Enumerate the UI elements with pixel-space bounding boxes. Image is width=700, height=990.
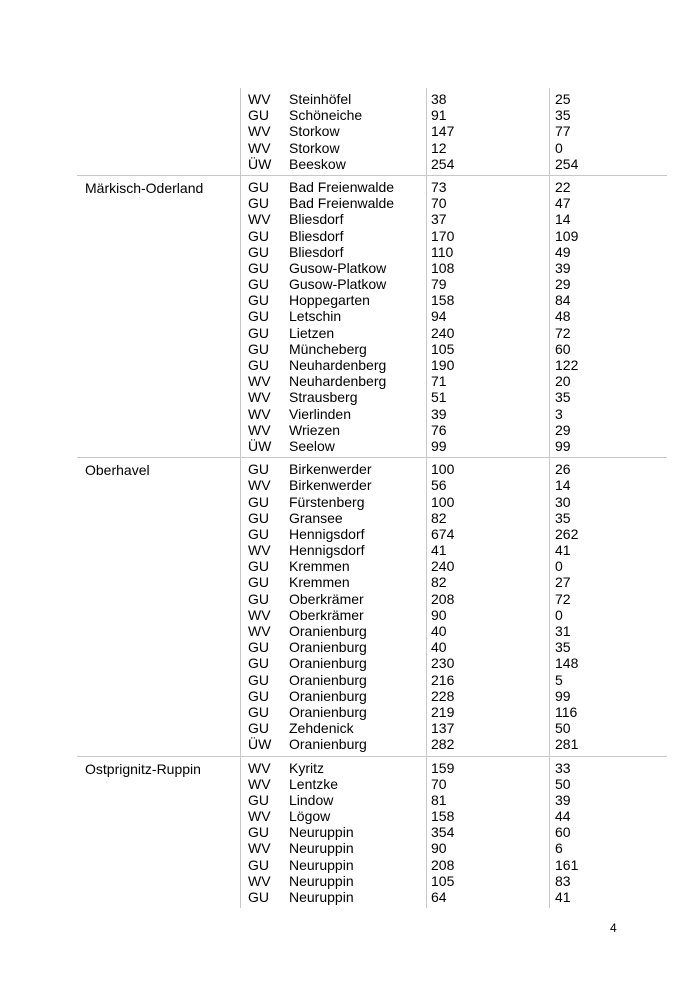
value-2: 14 <box>555 211 571 228</box>
value-1: 81 <box>431 791 447 808</box>
value-2: 48 <box>555 308 571 325</box>
value-1: 40 <box>431 639 447 656</box>
value-2: 148 <box>555 655 579 672</box>
table-row <box>77 179 667 195</box>
facility-type: WV <box>248 808 271 825</box>
table-row <box>77 140 667 156</box>
facility-type: GU <box>248 357 269 373</box>
table-row <box>77 244 667 260</box>
value-2: 116 <box>555 703 578 720</box>
value-2: 262 <box>555 525 579 542</box>
table-row <box>77 574 667 590</box>
place-name: Oranienburg <box>289 623 367 639</box>
value-1: 230 <box>431 655 455 672</box>
place-name: Bliesdorf <box>289 227 344 244</box>
facility-type: GU <box>248 856 269 873</box>
facility-type: WV <box>248 477 271 494</box>
facility-type: ÜW <box>248 155 272 172</box>
place-name: Kremmen <box>289 558 350 575</box>
table-row <box>77 672 667 688</box>
facility-type: WV <box>248 421 271 438</box>
table-row <box>77 228 667 244</box>
value-2: 20 <box>555 373 571 390</box>
place-name: Bliesdorf <box>289 211 344 228</box>
facility-type: GU <box>248 558 269 575</box>
value-1: 73 <box>431 178 447 195</box>
value-2: 50 <box>555 775 571 792</box>
value-2: 39 <box>555 259 571 276</box>
value-2: 29 <box>555 421 571 438</box>
district-name: Oberhavel <box>85 462 150 479</box>
place-name: Kremmen <box>289 574 350 591</box>
table-row <box>77 107 667 123</box>
value-1: 159 <box>431 759 455 776</box>
value-2: 60 <box>555 340 571 357</box>
value-2: 161 <box>555 856 579 873</box>
value-2: 0 <box>555 139 563 156</box>
facility-type: GU <box>248 671 269 688</box>
value-2: 0 <box>555 606 563 623</box>
table-row <box>77 292 667 308</box>
facility-type: GU <box>248 493 269 510</box>
table-row <box>77 808 667 824</box>
value-2: 14 <box>555 477 571 494</box>
value-2: 41 <box>555 542 571 559</box>
facility-type: GU <box>248 639 269 656</box>
place-name: Neuruppin <box>289 840 354 857</box>
table-row <box>77 526 667 542</box>
page-number: 4 <box>610 921 617 935</box>
value-1: 208 <box>431 590 455 607</box>
place-name: Beeskow <box>289 155 346 172</box>
table-row <box>77 461 667 477</box>
facility-type: GU <box>248 574 269 591</box>
place-name: Neuruppin <box>289 824 354 841</box>
value-1: 90 <box>431 606 447 623</box>
place-name: Bliesdorf <box>289 243 344 260</box>
facility-type: WV <box>248 872 271 889</box>
value-1: 76 <box>431 421 447 438</box>
place-name: Hennigsdorf <box>289 525 365 542</box>
value-1: 94 <box>431 308 447 325</box>
place-name: Letschin <box>289 308 342 325</box>
value-1: 12 <box>431 139 447 156</box>
value-1: 170 <box>431 227 455 244</box>
table-row <box>77 389 667 405</box>
place-name: Oranienburg <box>289 639 367 656</box>
value-2: 0 <box>555 558 563 575</box>
value-2: 5 <box>555 671 563 688</box>
value-2: 3 <box>555 405 563 422</box>
value-2: 35 <box>555 639 571 656</box>
table-row <box>77 325 667 341</box>
place-name: Oranienburg <box>289 703 367 720</box>
place-name: Lindow <box>289 791 334 808</box>
table-row <box>77 720 667 736</box>
value-1: 41 <box>431 542 447 559</box>
value-2: 83 <box>555 872 571 889</box>
table-row <box>77 477 667 493</box>
table-row <box>77 792 667 808</box>
district-name: Ostprignitz-Ruppin <box>85 760 201 777</box>
value-2: 35 <box>555 509 571 526</box>
facility-type: GU <box>248 340 269 357</box>
value-1: 82 <box>431 509 447 526</box>
facility-type: GU <box>248 292 269 309</box>
value-2: 35 <box>555 107 571 124</box>
place-name: Oranienburg <box>289 655 367 672</box>
value-2: 50 <box>555 720 571 737</box>
value-2: 39 <box>555 791 571 808</box>
table-row <box>77 373 667 389</box>
table-row <box>77 422 667 438</box>
value-1: 40 <box>431 623 447 639</box>
place-name: Hennigsdorf <box>289 542 365 559</box>
place-name: Storkow <box>289 139 340 156</box>
place-name: Strausberg <box>289 389 358 406</box>
facility-type: GU <box>248 509 269 526</box>
table-row <box>77 623 667 639</box>
value-1: 91 <box>431 107 447 124</box>
value-2: 26 <box>555 461 571 478</box>
place-name: Zehdenick <box>289 720 354 737</box>
value-2: 25 <box>555 91 571 107</box>
place-name: Oranienburg <box>289 687 367 704</box>
value-1: 110 <box>431 243 454 260</box>
place-name: Lögow <box>289 808 331 825</box>
table-row <box>77 156 667 172</box>
value-2: 72 <box>555 590 571 607</box>
facility-type: GU <box>248 720 269 737</box>
value-2: 31 <box>555 623 571 639</box>
table-row <box>77 704 667 720</box>
facility-type: GU <box>248 824 269 841</box>
facility-type: GU <box>248 703 269 720</box>
table-row <box>77 760 667 776</box>
table-row <box>77 542 667 558</box>
table-row <box>77 438 667 454</box>
place-name: Gransee <box>289 509 343 526</box>
value-2: 99 <box>555 687 571 704</box>
facility-type: WV <box>248 91 271 107</box>
value-1: 158 <box>431 292 455 309</box>
value-1: 254 <box>431 155 455 172</box>
place-name: Neuruppin <box>289 856 354 873</box>
place-name: Bad Freienwalde <box>289 195 395 212</box>
value-1: 137 <box>431 720 455 737</box>
table-row <box>77 357 667 373</box>
table-row <box>77 494 667 510</box>
place-name: Vierlinden <box>289 405 352 422</box>
value-1: 99 <box>431 437 447 454</box>
table-row <box>77 406 667 422</box>
table-section <box>77 457 667 755</box>
place-name: Schöneiche <box>289 107 363 124</box>
value-2: 6 <box>555 840 563 857</box>
facility-type: ÜW <box>248 437 272 454</box>
facility-type: WV <box>248 623 271 639</box>
table-section <box>77 88 667 175</box>
value-1: 79 <box>431 276 447 293</box>
facility-type: WV <box>248 373 271 390</box>
place-name: Kyritz <box>289 759 324 776</box>
place-name: Bad Freienwalde <box>289 178 395 195</box>
value-1: 158 <box>431 808 455 825</box>
place-name: Seelow <box>289 437 335 454</box>
value-1: 228 <box>431 687 455 704</box>
table-row <box>77 91 667 107</box>
facility-type: GU <box>248 525 269 542</box>
facility-type: GU <box>248 259 269 276</box>
facility-type: GU <box>248 195 269 212</box>
value-2: 44 <box>555 808 571 825</box>
place-name: Steinhöfel <box>289 91 352 107</box>
table-row <box>77 688 667 704</box>
table-row <box>77 276 667 292</box>
table-row <box>77 211 667 227</box>
value-1: 38 <box>431 91 447 107</box>
value-1: 240 <box>431 558 455 575</box>
value-2: 99 <box>555 437 571 454</box>
table-row <box>77 123 667 139</box>
value-2: 49 <box>555 243 571 260</box>
facility-type: GU <box>248 590 269 607</box>
value-1: 219 <box>431 703 455 720</box>
value-1: 56 <box>431 477 447 494</box>
table-row <box>77 308 667 324</box>
value-1: 39 <box>431 405 447 422</box>
value-2: 29 <box>555 276 571 293</box>
value-1: 208 <box>431 856 455 873</box>
table-row <box>77 736 667 752</box>
place-name: Neuruppin <box>289 872 354 889</box>
value-2: 27 <box>555 574 571 591</box>
district-name: Märkisch-Oderland <box>85 179 204 196</box>
place-name: Birkenwerder <box>289 477 372 494</box>
place-name: Oranienburg <box>289 736 367 753</box>
facility-type: GU <box>248 889 269 905</box>
value-1: 354 <box>431 824 455 841</box>
table-row <box>77 889 667 905</box>
place-name: Müncheberg <box>289 340 367 357</box>
facility-type: GU <box>248 655 269 672</box>
facility-type: GU <box>248 178 269 195</box>
facility-type: WV <box>248 606 271 623</box>
place-name: Neuhardenberg <box>289 357 387 373</box>
value-2: 72 <box>555 324 571 341</box>
table-row <box>77 607 667 623</box>
value-1: 90 <box>431 840 447 857</box>
table-row <box>77 510 667 526</box>
value-2: 84 <box>555 292 571 309</box>
place-name: Oberkrämer <box>289 590 364 607</box>
value-1: 100 <box>431 461 455 478</box>
facility-type: ÜW <box>248 736 272 753</box>
value-2: 254 <box>555 155 579 172</box>
value-2: 30 <box>555 493 571 510</box>
value-2: 77 <box>555 123 571 140</box>
table-row <box>77 558 667 574</box>
facility-type: WV <box>248 775 271 792</box>
value-2: 60 <box>555 824 571 841</box>
value-2: 41 <box>555 889 571 905</box>
place-name: Lietzen <box>289 324 335 341</box>
value-1: 37 <box>431 211 447 228</box>
facility-type: GU <box>248 227 269 244</box>
table-row <box>77 840 667 856</box>
value-1: 105 <box>431 872 455 889</box>
table-row <box>77 639 667 655</box>
table-row <box>77 260 667 276</box>
facility-type: WV <box>248 840 271 857</box>
value-2: 35 <box>555 389 571 406</box>
facility-type: GU <box>248 687 269 704</box>
value-2: 22 <box>555 178 571 195</box>
value-1: 240 <box>431 324 455 341</box>
value-2: 122 <box>555 357 579 373</box>
value-1: 70 <box>431 195 447 212</box>
table-row <box>77 873 667 889</box>
facility-type: WV <box>248 139 271 156</box>
place-name: Neuruppin <box>289 889 354 905</box>
facility-type: WV <box>248 405 271 422</box>
place-name: Oberkrämer <box>289 606 364 623</box>
facility-type: GU <box>248 107 269 124</box>
value-1: 216 <box>431 671 455 688</box>
facility-type: WV <box>248 542 271 559</box>
place-name: Storkow <box>289 123 340 140</box>
facility-type: WV <box>248 211 271 228</box>
facility-type: GU <box>248 461 269 478</box>
table-row <box>77 195 667 211</box>
value-2: 47 <box>555 195 571 212</box>
table-row <box>77 776 667 792</box>
value-2: 281 <box>555 736 579 753</box>
facility-type: WV <box>248 389 271 406</box>
facility-type: GU <box>248 791 269 808</box>
facility-type: GU <box>248 276 269 293</box>
place-name: Gusow-Platkow <box>289 276 387 293</box>
value-1: 674 <box>431 525 455 542</box>
table-row <box>77 857 667 873</box>
value-2: 33 <box>555 759 571 776</box>
table-section <box>77 175 667 457</box>
facility-type: GU <box>248 308 269 325</box>
value-1: 108 <box>431 259 455 276</box>
table-row <box>77 341 667 357</box>
value-1: 282 <box>431 736 455 753</box>
value-1: 64 <box>431 889 447 905</box>
place-name: Neuhardenberg <box>289 373 387 390</box>
facility-type: GU <box>248 324 269 341</box>
value-1: 82 <box>431 574 447 591</box>
place-name: Birkenwerder <box>289 461 372 478</box>
place-name: Oranienburg <box>289 671 367 688</box>
facility-type: WV <box>248 759 271 776</box>
table-row <box>77 591 667 607</box>
table-row <box>77 824 667 840</box>
value-1: 105 <box>431 340 455 357</box>
place-name: Fürstenberg <box>289 493 365 510</box>
facility-type: WV <box>248 123 271 140</box>
value-2: 109 <box>555 227 579 244</box>
table-row <box>77 655 667 671</box>
table-section <box>77 756 667 909</box>
value-1: 100 <box>431 493 455 510</box>
value-1: 51 <box>431 389 447 406</box>
place-name: Gusow-Platkow <box>289 259 387 276</box>
place-name: Wriezen <box>289 421 341 438</box>
value-1: 190 <box>431 357 455 373</box>
value-1: 147 <box>431 123 455 140</box>
value-1: 71 <box>431 373 447 390</box>
place-name: Lentzke <box>289 775 339 792</box>
place-name: Hoppegarten <box>289 292 370 309</box>
value-1: 70 <box>431 775 447 792</box>
facility-type: GU <box>248 243 269 260</box>
data-table <box>77 88 667 908</box>
